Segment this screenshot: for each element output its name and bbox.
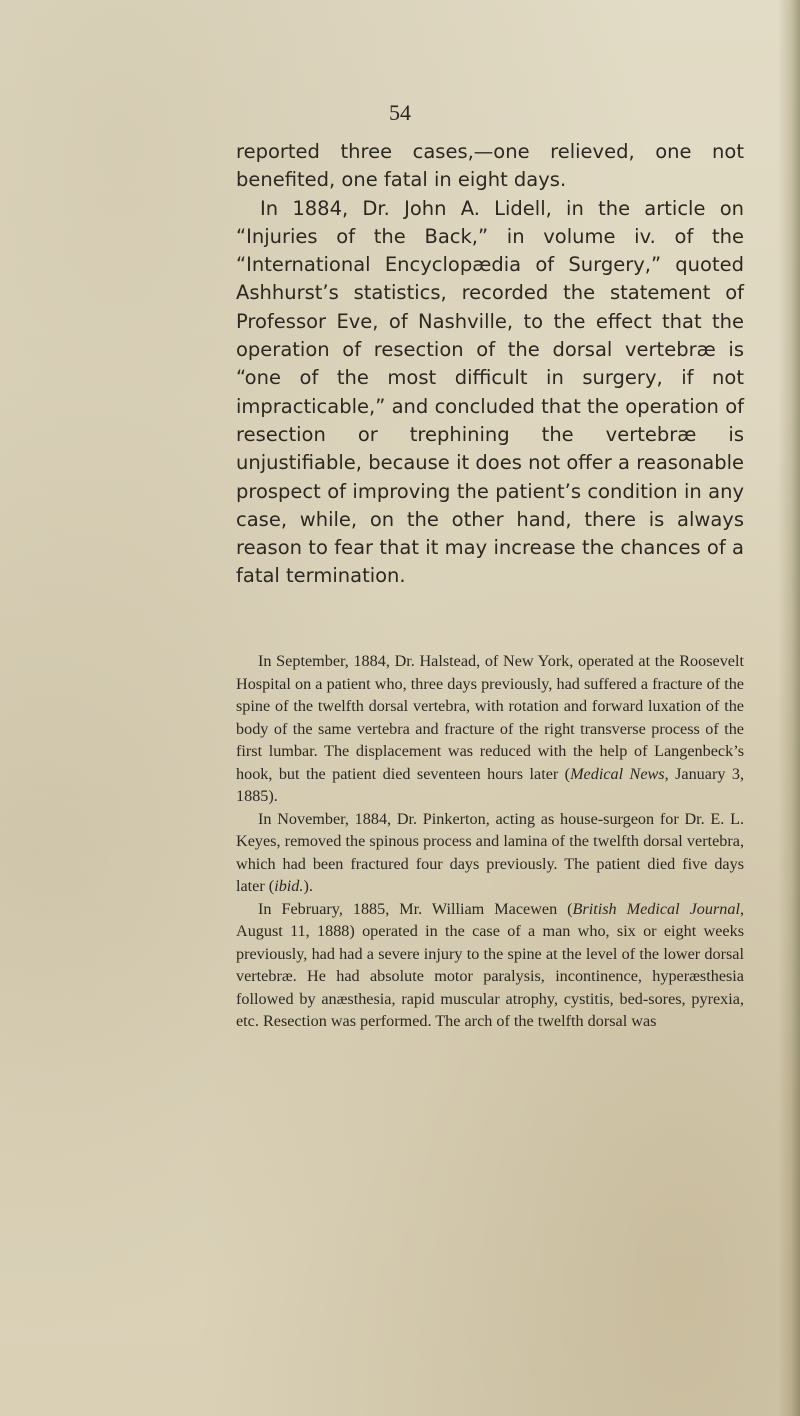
case-pinkerton-source: ibid.: [274, 877, 304, 895]
paragraph-continuation: reported three cases,—one relieved, one not benefited, one fatal in eight days.: [236, 140, 744, 192]
case-macewen-source: British Medical Journal: [572, 899, 740, 918]
case-halstead-tail: , January 3, 1885).: [236, 764, 744, 805]
page-number: 54: [389, 100, 411, 125]
case-pinkerton: [236, 808, 744, 898]
case-halstead: [236, 650, 744, 808]
case-pinkerton-tail: ).: [303, 877, 313, 895]
case-macewen-text: In February, 1885, Mr. William Macewen (: [258, 899, 573, 918]
case-halstead-source: Medical News: [570, 764, 665, 783]
case-reports-block: [236, 650, 744, 1033]
case-macewen-tail: , August 11, 1888) operated in the case of a man who, six or eight weeks previously, had had a severe injury to the spine at the level of the lower dorsal vertebræ. He had absolute motor paralysis, incontinence, hyperæsthesia followed by anæsthesia, rapid muscular atrophy, cystitis, bed-sores, pyrexia, etc. Resection was performed. The arch of the twelfth dorsal was: [236, 899, 744, 1030]
case-macewen: [236, 898, 744, 1033]
case-pinkerton-text: In November, 1884, Dr. Pinkerton, acting as house-surgeon for Dr. E. L. Keyes, removed the spinous process and lamina of the twelfth dorsal vertebra, which had been fractured four days previously. The patient died five days later (: [236, 809, 744, 895]
main-text-block: [236, 138, 744, 591]
paragraph-lidell: In 1884, Dr. John A. Lidell, in the article on “Injuries of the Back,” in volume iv. of the “International Encyclopædia of Surgery,” quoted Ashhurst’s statistics, recorded the statement of Professor Eve, of Nashville, to the effect that the operation of resection of the dorsal vertebræ is “one of the most difficult in surgery, if not impracticable,” and concluded that the operation of resection or trephining the vertebræ is unjustifiable, because it does not offer a reasonable prospect of improving the patient’s condition in any case, while, on the other hand, there is always reason to fear that it may increase the chances of a fatal termination.: [236, 196, 744, 588]
page-edge-shadow: [778, 0, 800, 1416]
case-halstead-text: In September, 1884, Dr. Halstead, of New York, operated at the Roosevelt Hospital on a patient who, three days previously, had suffered a fracture of the spine of the twelfth dorsal vertebra, with rotation and forward luxation of the body of the same vertebra and fracture of the right transverse process of the first lumbar. The displacement was reduced with the help of Langenbeck’s hook, but the patient died seventeen hours later (: [236, 652, 744, 783]
